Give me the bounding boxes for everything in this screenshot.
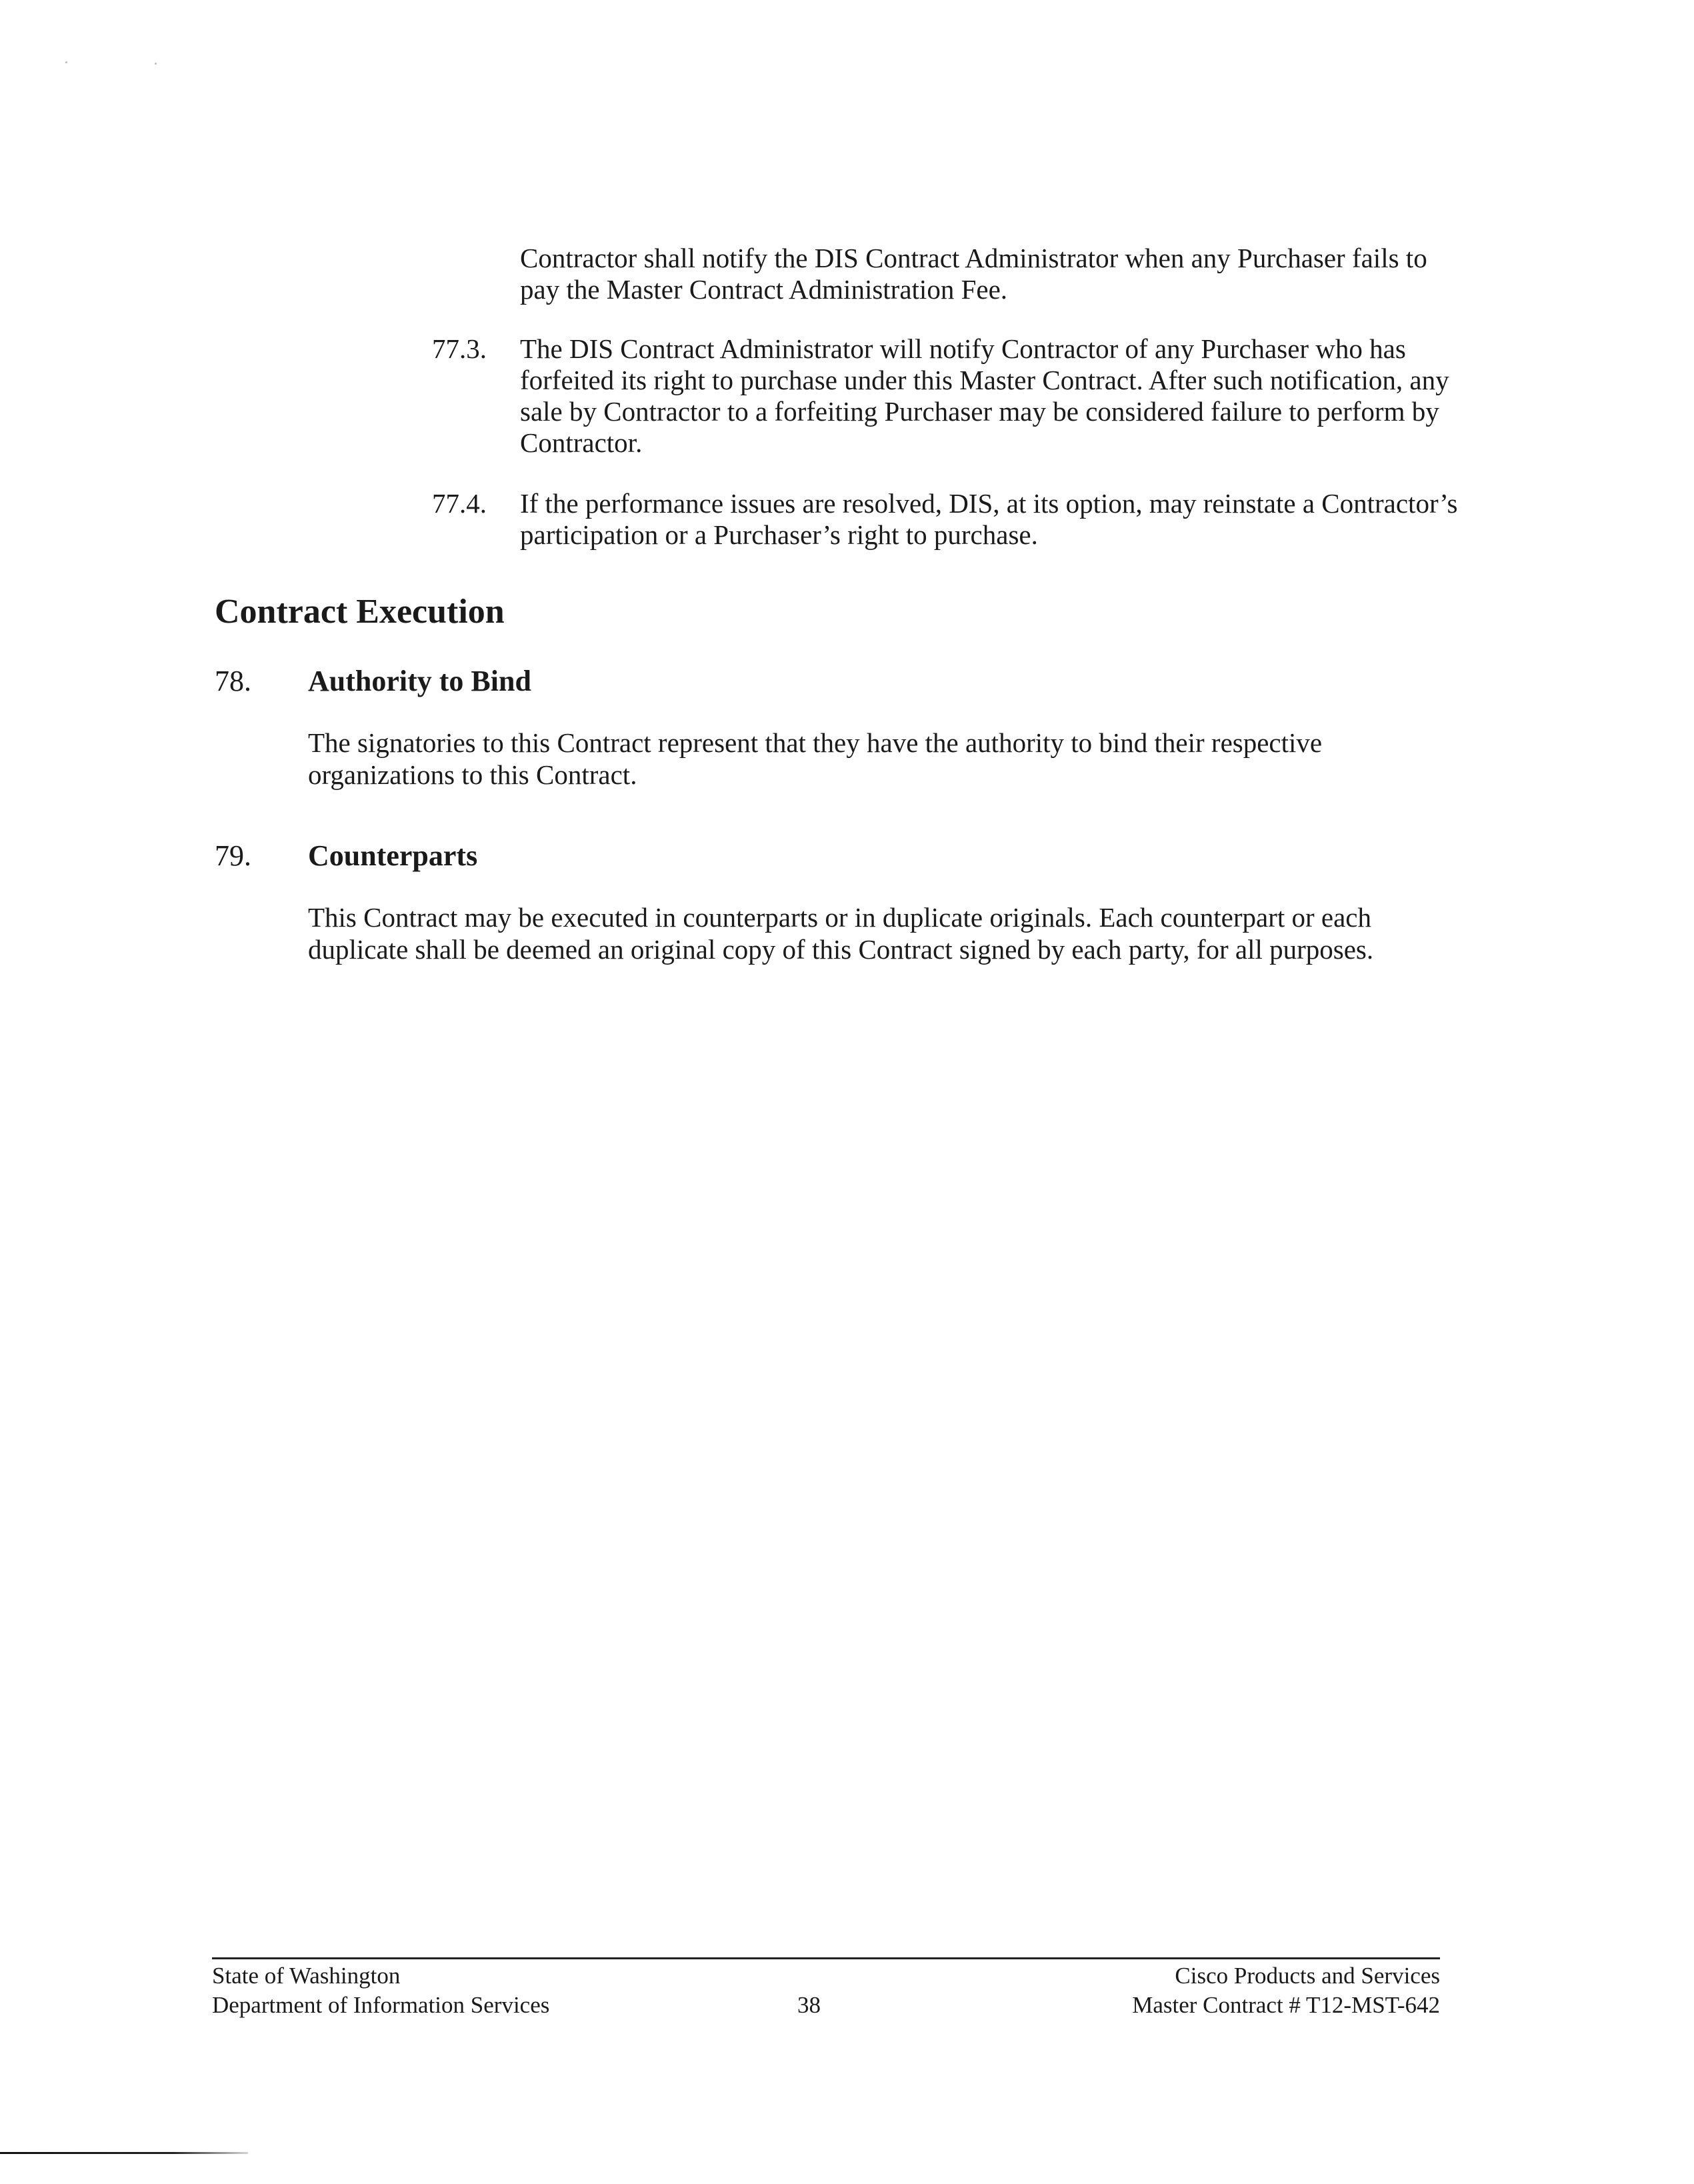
scan-speck (65, 61, 67, 63)
article-title-78: Authority to Bind (308, 665, 531, 697)
footer-department: Department of Information Services (212, 1992, 550, 2018)
scan-speck (155, 63, 157, 65)
article-title-79: Counterparts (308, 839, 478, 872)
page-number: 38 (797, 1992, 821, 2018)
footer-state: State of Washington (212, 1963, 401, 1989)
subsection-number-77-3: 77.3. (432, 333, 487, 364)
article-body-79: This Contract may be executed in counterparts or in duplicate originals. Each counterpart or each duplicate shall be deemed an original copy of this Contract signed by each party, for all purposes. (308, 902, 1374, 965)
scan-edge-mark (0, 2152, 248, 2154)
article-number-79: 79. (215, 839, 251, 872)
footer-right (1132, 1961, 1440, 2020)
footer-product: Cisco Products and Services (1175, 1963, 1440, 1989)
continuation-paragraph: Contractor shall notify the DIS Contract Administrator when any Purchaser fails to pay the Master Contract Administration Fee. (520, 243, 1427, 305)
section-heading: Contract Execution (215, 593, 505, 631)
subsection-number-77-4: 77.4. (432, 488, 487, 519)
subsection-text-77-3: The DIS Contract Administrator will notify Contractor of any Purchaser who has forfeited its right to purchase under this Master Contract. After such notification, any sale by Contractor to a forfeiting Purchaser may be considered failure to perform by Contractor. (520, 333, 1449, 458)
footer-left (212, 1961, 549, 2020)
subsection-text-77-4: If the performance issues are resolved, DIS, at its option, may reinstate a Contractor’s participation or a Purchaser’s right to purchase. (520, 488, 1458, 550)
article-body-78: The signatories to this Contract represent that they have the authority to bind their respective organizations to this Contract. (308, 727, 1323, 790)
article-number-78: 78. (215, 665, 251, 697)
footer-contract-number: Master Contract # T12-MST-642 (1132, 1992, 1440, 2018)
footer-divider (212, 1957, 1440, 1959)
